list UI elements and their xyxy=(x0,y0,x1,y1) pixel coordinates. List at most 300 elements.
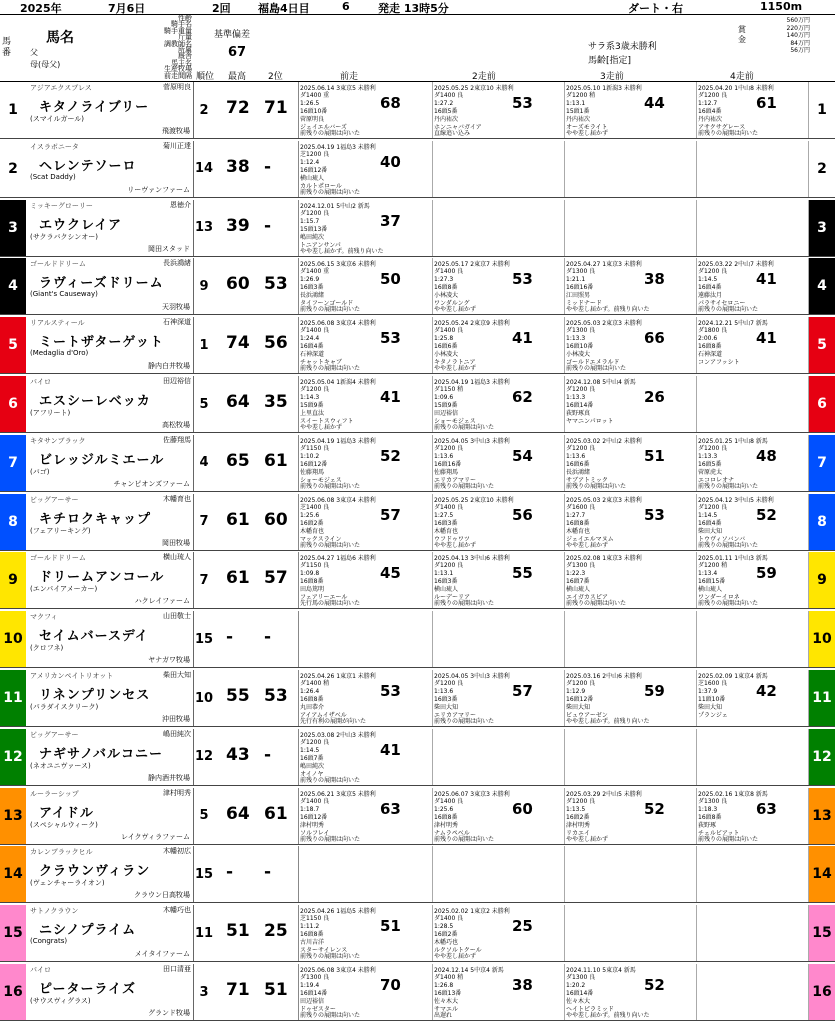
race-comment: やや差し届かず xyxy=(566,130,609,137)
race-cell[interactable] xyxy=(432,905,565,961)
year: 2025年 xyxy=(20,2,62,15)
second-index: - xyxy=(264,862,272,883)
race-cell[interactable] xyxy=(298,905,433,961)
race-cell[interactable] xyxy=(298,317,433,373)
race-date: 2025.01.11 1中山3 新馬 xyxy=(698,555,768,563)
race-cell[interactable] xyxy=(432,494,565,550)
horse-row xyxy=(0,611,835,668)
horse-info xyxy=(27,435,194,491)
max-index: 61 xyxy=(226,509,250,530)
race-date: 2025.05.17 2東京7 未勝利 xyxy=(434,261,510,269)
breeder: レイクヴィラファーム xyxy=(121,832,190,841)
race-info: 芝1600 良 1:37.9 11頭10番 柴田大知 プランジェ xyxy=(698,680,728,719)
jockey: 菊川正達 xyxy=(163,141,191,150)
jockey: 田口清亜 xyxy=(163,965,191,973)
race-condition: 馬齢[指定] xyxy=(588,56,632,66)
index-values xyxy=(214,611,299,667)
dam-sire: (パラダイスクリーク) xyxy=(30,703,99,711)
horse-row xyxy=(0,552,835,609)
sire-name: リアルスティール xyxy=(30,319,85,328)
race-info: ダ1200 良 1:14.5 16頭4番 遠藤汰月 パラサイセロニー xyxy=(698,268,746,308)
horse-info xyxy=(27,670,194,726)
race-info: ダ1200 良 1:13.3 16頭5番 菅原虎太 エコロレオナ xyxy=(698,444,735,484)
race-index: 26 xyxy=(644,388,665,406)
race-info: ダ1300 良 1:22.3 16頭7番 横山琉人 エイガカスピア xyxy=(566,562,608,602)
race-index: 44 xyxy=(644,94,665,112)
race-date: 2025.05.03 2東京3 未勝利 xyxy=(566,320,642,328)
second-label: 2位 xyxy=(268,72,283,82)
horse-name[interactable]: ナギサノバルコニー xyxy=(39,746,164,762)
frame-number: 14 xyxy=(809,846,835,902)
race-index: 52 xyxy=(644,976,665,994)
frame-number: 10 xyxy=(0,611,26,667)
horse-row xyxy=(0,82,835,139)
dam-sire: (Medaglia d'Oro) xyxy=(30,349,89,358)
race-cell[interactable] xyxy=(298,729,433,785)
rank-value: 11 xyxy=(194,925,214,941)
race-cell[interactable] xyxy=(696,788,809,844)
jockey: 横山琉人 xyxy=(163,553,191,562)
race-date: 2025.03.02 2中山2 未勝利 xyxy=(566,437,642,445)
race-cell[interactable] xyxy=(564,552,697,608)
race-info: ダ1200 良 1:13.6 16頭6番 長浜鴻緒 サブアトミック xyxy=(566,444,608,484)
max-index: 61 xyxy=(226,568,250,589)
race-cell-empty xyxy=(432,846,565,902)
race-info: 芝1200 良 1:12.4 16頭12番 横山琉人 カルトポロール xyxy=(300,150,342,190)
rank-value: 3 xyxy=(199,984,209,1000)
race-comment: 前残りの展開は向いた xyxy=(300,776,361,784)
race-cell[interactable] xyxy=(696,435,809,491)
race-date: 2025.04.13 3中山6 未勝利 xyxy=(434,555,510,563)
race-cell[interactable] xyxy=(298,435,433,491)
race-cell[interactable] xyxy=(432,552,565,608)
race-comment: 前残りの展開は向いた xyxy=(300,365,361,373)
prize-value: 220万円 xyxy=(786,24,810,32)
max-index: 64 xyxy=(226,392,250,412)
race-cell[interactable] xyxy=(432,258,565,314)
race-cell[interactable] xyxy=(298,494,433,550)
jockey: 木幡巧也 xyxy=(163,906,191,915)
sire-name: イスラボニータ xyxy=(30,142,79,151)
jockey: 柴田大知 xyxy=(163,671,191,679)
race-cell-empty xyxy=(298,611,433,667)
race-date: 2025.06.08 3東京4 未勝利 xyxy=(300,496,376,504)
sire-name: キタサンブラック xyxy=(30,436,86,445)
dam-sire: (Scat Daddy) xyxy=(30,172,76,181)
horse-name[interactable]: アイドル xyxy=(39,805,94,821)
horse-name[interactable]: ビレッジルミエール xyxy=(39,452,165,468)
horse-row xyxy=(0,788,835,845)
breeder: 沖田牧場 xyxy=(162,715,190,723)
frame-number: 3 xyxy=(0,200,26,256)
horse-name[interactable]: ドリームアンコール xyxy=(39,570,165,586)
race-index: 59 xyxy=(756,564,777,583)
race-cell[interactable] xyxy=(298,141,433,197)
race-info: ダ1200 良 1:15.7 15頭13番 嶋田純次 トニアンサンパ xyxy=(300,209,341,249)
horse-name[interactable]: リネンプリンセス xyxy=(39,688,151,703)
race-date: 2025.02.08 1東京3 未勝利 xyxy=(566,555,642,563)
max-label: 最高 xyxy=(228,72,247,82)
race-comment: やや差し届かず。前残り向いた xyxy=(566,306,650,314)
base-label: 基準偏差 xyxy=(214,30,251,40)
prev3-label: 3走前 xyxy=(600,72,624,82)
race-date: 2025.04.19 1福島3 未勝利 xyxy=(300,143,376,151)
second-index: 56 xyxy=(264,333,288,354)
max-index: 60 xyxy=(226,274,250,295)
rank-label: 順位 xyxy=(196,72,215,82)
race-index: 51 xyxy=(380,917,401,936)
race-cell[interactable] xyxy=(564,258,697,314)
prize-label: 賞金 xyxy=(738,25,746,44)
race-comment: 前残りの展開は向いた xyxy=(566,482,627,490)
horse-row xyxy=(0,905,835,962)
horse-info xyxy=(27,846,194,902)
race-comment: やや差し届かず xyxy=(434,953,477,961)
frame-number: 16 xyxy=(0,964,26,1020)
race-date: 2025.05.10 1新潟3 未勝利 xyxy=(566,85,642,92)
race-comment: 先行馬の展開は向いた xyxy=(300,600,361,608)
race-date: 2025.04.20 1中山8 未勝利 xyxy=(698,85,774,92)
frame-number: 6 xyxy=(0,376,26,432)
race-cell[interactable] xyxy=(298,258,433,314)
race-date: 2025.04.12 3中山5 未勝利 xyxy=(698,496,774,504)
race-cell[interactable] xyxy=(564,376,697,432)
horse-row xyxy=(0,258,835,315)
race-comment: 直線追い込み xyxy=(434,130,471,137)
horse-name[interactable]: エウクレイア xyxy=(39,217,122,233)
index-values xyxy=(214,494,299,550)
race-cell[interactable] xyxy=(298,788,433,844)
frame-number: 9 xyxy=(0,552,26,608)
race-cell[interactable] xyxy=(432,964,565,1020)
race-comment: 前残りの展開は向いた xyxy=(698,600,759,608)
base-value: 67 xyxy=(228,45,247,60)
race-comment: 前残りの展開は向いた xyxy=(566,365,627,373)
race-date: 2025.02.16 1東京8 新馬 xyxy=(698,790,768,798)
race-cell-empty xyxy=(696,729,809,785)
frame-number: 8 xyxy=(809,494,835,550)
race-date: 2025.06.15 3東京6 未勝利 xyxy=(300,261,376,269)
race-info: ダ1300 良 1:13.3 16頭10番 小林凌大 ゴールドエメラルド xyxy=(566,327,620,367)
prize-value: 560万円 xyxy=(786,17,810,24)
horse-name[interactable]: キチロクキャップ xyxy=(39,511,152,527)
race-cell[interactable] xyxy=(696,494,809,550)
prize-value: 84万円 xyxy=(790,39,810,47)
race-info: ダ1200 良 1:12.7 16頭4番 丹内祐次 アサクサグレース xyxy=(698,92,746,131)
frame-number: 15 xyxy=(0,905,26,961)
horse-name[interactable]: ミートザターゲット xyxy=(39,335,164,351)
dam-sire: (Giant's Causeway) xyxy=(30,290,98,299)
race-info: ダ1200 良 1:14.5 16頭4番 柴田大知 トウヴィソバンバ xyxy=(698,503,746,543)
rank-value: 13 xyxy=(194,220,214,236)
second-index: 51 xyxy=(264,980,288,1000)
index-values xyxy=(214,258,299,314)
frame-number: 7 xyxy=(0,435,26,491)
distance: 1150m xyxy=(760,0,803,13)
race-index: 52 xyxy=(644,799,665,818)
race-cell[interactable] xyxy=(298,376,433,432)
race-number: 6 xyxy=(342,0,350,13)
horse-info xyxy=(27,82,194,138)
horse-name[interactable]: ラヴィーズドリーム xyxy=(39,276,164,292)
race-cell[interactable] xyxy=(564,494,697,550)
race-comment: 前残りの展開は向いた xyxy=(434,600,495,608)
race-cell-empty xyxy=(432,611,565,667)
race-cell-empty xyxy=(696,964,809,1020)
race-info: ダ1400 良 1:27.5 16頭3番 木幡育也 ウフドゥワツ xyxy=(434,503,470,543)
race-info: ダ1200 良 1:13.6 16頭16番 佐藤翔馬 エリカアマリー xyxy=(434,444,476,484)
race-date: 2025.03.16 2中山6 未勝利 xyxy=(566,673,642,680)
rank-value: 7 xyxy=(199,572,209,588)
second-index: - xyxy=(264,215,272,236)
horse-row xyxy=(0,964,835,1021)
sire-name: サトノクラウン xyxy=(30,907,79,916)
race-cell[interactable] xyxy=(432,82,565,138)
race-date: 2025.02.09 1東京4 新馬 xyxy=(698,673,768,680)
race-index: 38 xyxy=(512,976,533,994)
index-values xyxy=(214,788,299,844)
rank-value: 7 xyxy=(199,514,209,530)
race-cell-empty xyxy=(564,846,697,902)
race-info: ダ1400 良 1:27.3 16頭8番 小林凌大 ワンダルング xyxy=(434,268,470,308)
race-index: 70 xyxy=(380,976,401,994)
breeder: クラウン日高牧場 xyxy=(134,891,190,900)
max-index: 74 xyxy=(226,333,250,354)
dam-sire: (ネオユニヴァース) xyxy=(30,761,91,770)
index-values xyxy=(214,376,299,432)
umaban-label: 馬番 xyxy=(2,37,12,58)
race-cell[interactable] xyxy=(696,552,809,608)
race-date: 2024.12.08 5中山4 新馬 xyxy=(566,379,636,386)
race-comment: 前残りの展開は向いた xyxy=(300,482,361,490)
race-cell[interactable] xyxy=(696,258,809,314)
race-index: 62 xyxy=(512,388,533,406)
race-cell[interactable] xyxy=(432,376,565,432)
race-info: ダ1200 良 1:13.6 16頭3番 柴田大知 エリカアマリー xyxy=(434,680,476,719)
name-label: 馬名 xyxy=(46,30,74,46)
race-info: ダ1600 良 1:27.7 16頭8番 木幡育也 ジェイエルマヌム xyxy=(566,503,614,543)
horse-info xyxy=(27,729,194,785)
race-date: 2025.04.26 1東京1 未勝利 xyxy=(300,673,376,680)
race-cell[interactable] xyxy=(298,200,433,256)
race-cell[interactable] xyxy=(564,788,697,844)
race-info: ダ1400 良 1:18.7 16頭12番 津村明秀 ソルフレイ xyxy=(300,797,330,837)
race-cell[interactable] xyxy=(564,435,697,491)
race-cell-empty xyxy=(696,846,809,902)
breeder: 岡田スタッド xyxy=(148,244,190,253)
index-values xyxy=(214,317,299,373)
frame-number: 3 xyxy=(809,200,835,256)
index-values xyxy=(214,200,299,256)
sire-name: パイロ xyxy=(30,966,51,974)
race-cell-empty xyxy=(696,376,809,432)
rank-value: 15 xyxy=(194,866,214,882)
horse-row xyxy=(0,317,835,374)
second-index: 57 xyxy=(264,568,288,589)
index-values xyxy=(214,82,299,138)
horse-name[interactable]: ニシノプライム xyxy=(39,923,137,939)
race-cell[interactable] xyxy=(564,82,697,138)
index-values xyxy=(214,141,299,197)
race-date: 2024.12.14 5中京4 新馬 xyxy=(434,967,504,974)
rank-value: 5 xyxy=(199,808,209,824)
meeting: 福島4日目 xyxy=(258,2,310,15)
frame-number: 10 xyxy=(809,611,835,667)
race-cell[interactable] xyxy=(298,552,433,608)
race-cell[interactable] xyxy=(432,317,565,373)
race-comment: 前残りの展開は向いた xyxy=(698,130,759,137)
race-comment: 前残りの展開は向いた xyxy=(300,188,361,196)
race-index: 61 xyxy=(756,94,777,112)
race-date: 2025.02.02 1東京2 未勝利 xyxy=(434,908,510,916)
race-cell[interactable] xyxy=(298,670,433,726)
race-cell[interactable] xyxy=(696,670,809,726)
horse-name[interactable]: エスシーレベッカ xyxy=(39,394,151,409)
race-cell-empty xyxy=(564,611,697,667)
jockey: 木幡初広 xyxy=(163,847,191,856)
race-index: 40 xyxy=(380,152,401,171)
dam-sire: (ヴェンチャーライオン) xyxy=(30,879,105,888)
second-index: - xyxy=(264,744,272,765)
race-info: ダ1400 良 1:27.2 16頭5番 丹内祐次 ホンニャバガイア xyxy=(434,92,482,131)
race-cell-empty xyxy=(432,200,565,256)
race-date: 2024.12.01 5中山2 新馬 xyxy=(300,202,370,210)
race-cell[interactable] xyxy=(298,82,433,138)
breeder: 岡田牧場 xyxy=(162,538,190,547)
race-info: ダ1400 重 1:26.5 16頭10番 菅原明良 ジェイエルバーズ xyxy=(300,92,347,131)
race-cell[interactable] xyxy=(564,964,697,1020)
race-index: 53 xyxy=(644,505,665,524)
horse-row xyxy=(0,729,835,786)
horse-info xyxy=(27,258,194,314)
horse-info xyxy=(27,611,194,667)
horse-info xyxy=(27,317,194,373)
race-cell[interactable] xyxy=(432,670,565,726)
dam-sire: (アフリート) xyxy=(30,409,71,417)
race-date: 2025.06.21 3東京5 未勝利 xyxy=(300,790,376,798)
start-time: 発走 13時5分 xyxy=(378,2,449,15)
frame-number: 6 xyxy=(809,376,835,432)
frame-number: 4 xyxy=(809,258,835,314)
race-comment: やや差し届かず xyxy=(300,424,343,431)
race-index: 53 xyxy=(512,94,533,112)
race-comment: やや差し届かず xyxy=(566,541,609,549)
race-index: 53 xyxy=(380,329,401,348)
race-cell[interactable] xyxy=(696,82,809,138)
index-values xyxy=(214,846,299,902)
frame-number: 7 xyxy=(809,435,835,491)
max-index: 55 xyxy=(226,686,250,706)
race-cell-empty xyxy=(564,729,697,785)
race-cell[interactable] xyxy=(298,964,433,1020)
race-index: 57 xyxy=(512,682,533,700)
race-date: 2025.04.19 1福島3 未勝利 xyxy=(300,437,376,445)
jockey: 木幡育也 xyxy=(163,494,191,503)
race-cell[interactable] xyxy=(432,788,565,844)
race-info: ダ1150 良 1:10.2 16頭12番 佐藤翔馬 ショーモジェス xyxy=(300,444,342,484)
dam-sire: (エンパイアメーカー) xyxy=(30,585,98,594)
race-index: 48 xyxy=(756,446,777,465)
field-label: 前走間隔 xyxy=(164,71,192,80)
dam-sire: (Congrats) xyxy=(30,937,68,946)
horse-name[interactable]: ピーターライズ xyxy=(39,982,136,997)
race-comment: やや差し届かず。前残り向いた xyxy=(566,718,650,725)
second-index: 61 xyxy=(264,803,288,824)
race-comment: 前残りの展開は向いた xyxy=(434,835,495,843)
field-label: 調教師名 xyxy=(164,39,192,48)
race-info: ダ1400 良 1:24.4 16頭4番 石神深道 チャットキャブ xyxy=(300,327,342,367)
race-date: 2025.05.25 2東京10 未勝利 xyxy=(434,496,514,504)
sire-name: ミッキーグローリー xyxy=(30,201,93,210)
race-index: 50 xyxy=(380,270,401,289)
race-cell[interactable] xyxy=(432,435,565,491)
frame-number: 5 xyxy=(0,317,26,373)
horse-name[interactable]: セイムバースデイ xyxy=(39,629,149,645)
breeder: ハクレイファーム xyxy=(134,597,190,606)
race-cell[interactable] xyxy=(696,317,809,373)
index-values xyxy=(214,435,299,491)
race-index: 57 xyxy=(380,505,401,524)
rank-value: 2 xyxy=(199,102,209,118)
frame-number: 14 xyxy=(0,846,26,902)
race-index: 56 xyxy=(512,505,533,524)
race-index: 54 xyxy=(512,446,533,465)
frame-number: 13 xyxy=(0,788,26,844)
race-info: ダ1800 良 2:00.6 16頭8番 石神深道 コンアフッシト xyxy=(698,327,740,367)
rank-value: 15 xyxy=(194,631,214,647)
dam-sire: (クロフネ) xyxy=(30,644,64,653)
field-label: 騎手名 xyxy=(171,20,192,29)
horse-name[interactable]: クラウンヴィラン xyxy=(39,864,151,880)
frame-number: 4 xyxy=(0,258,26,314)
race-comment: 前残りの展開は向いた xyxy=(434,482,495,490)
breeder: 天羽牧場 xyxy=(162,303,190,312)
race-comment: 前残りの展開は向いた xyxy=(698,541,759,549)
race-date: 2024.11.10 5東京4 新馬 xyxy=(566,967,636,974)
race-cell[interactable] xyxy=(564,317,697,373)
race-comment: 前残りの展開は向いた xyxy=(300,953,361,961)
sire-label: 父 xyxy=(30,48,38,57)
breeder: 飛渡牧場 xyxy=(162,127,190,135)
dam-label: 母(母父) xyxy=(30,60,61,69)
max-index: - xyxy=(226,627,234,648)
field-label: 性齢 xyxy=(178,14,192,22)
race-header xyxy=(0,0,835,15)
race-index: 51 xyxy=(644,446,665,465)
race-index: 25 xyxy=(512,917,533,936)
race-comment: やや差し届かず xyxy=(434,306,477,314)
horse-row xyxy=(0,200,835,257)
horse-info xyxy=(27,494,194,550)
race-comment: 前残りの展開は向いた xyxy=(566,600,627,608)
field-labels xyxy=(120,15,192,79)
horse-name[interactable]: キタノライブリー xyxy=(39,100,150,115)
horse-row xyxy=(0,435,835,492)
race-date: 2025.06.14 3東京5 未勝利 xyxy=(300,85,376,92)
horse-name[interactable]: ヘレンテソーロ xyxy=(39,158,137,174)
rank-value: 5 xyxy=(199,396,209,412)
race-cell-empty xyxy=(696,611,809,667)
race-cell[interactable] xyxy=(564,670,697,726)
race-date: 2025.06.08 3東京4 未勝利 xyxy=(300,320,376,328)
race-date: 2025.06.07 3東京3 未勝利 xyxy=(434,790,510,798)
jockey: 菅原明良 xyxy=(163,83,191,91)
race-index: 53 xyxy=(512,270,533,289)
dam-sire: (フェアリーキング) xyxy=(30,526,91,535)
dam-sire: (サウスヴィグラス) xyxy=(30,997,91,1005)
race-index: 55 xyxy=(512,564,533,583)
race-info: 芝1150 良 1:11.2 16頭8番 古川吉洋 スターサイレンス xyxy=(300,915,348,955)
